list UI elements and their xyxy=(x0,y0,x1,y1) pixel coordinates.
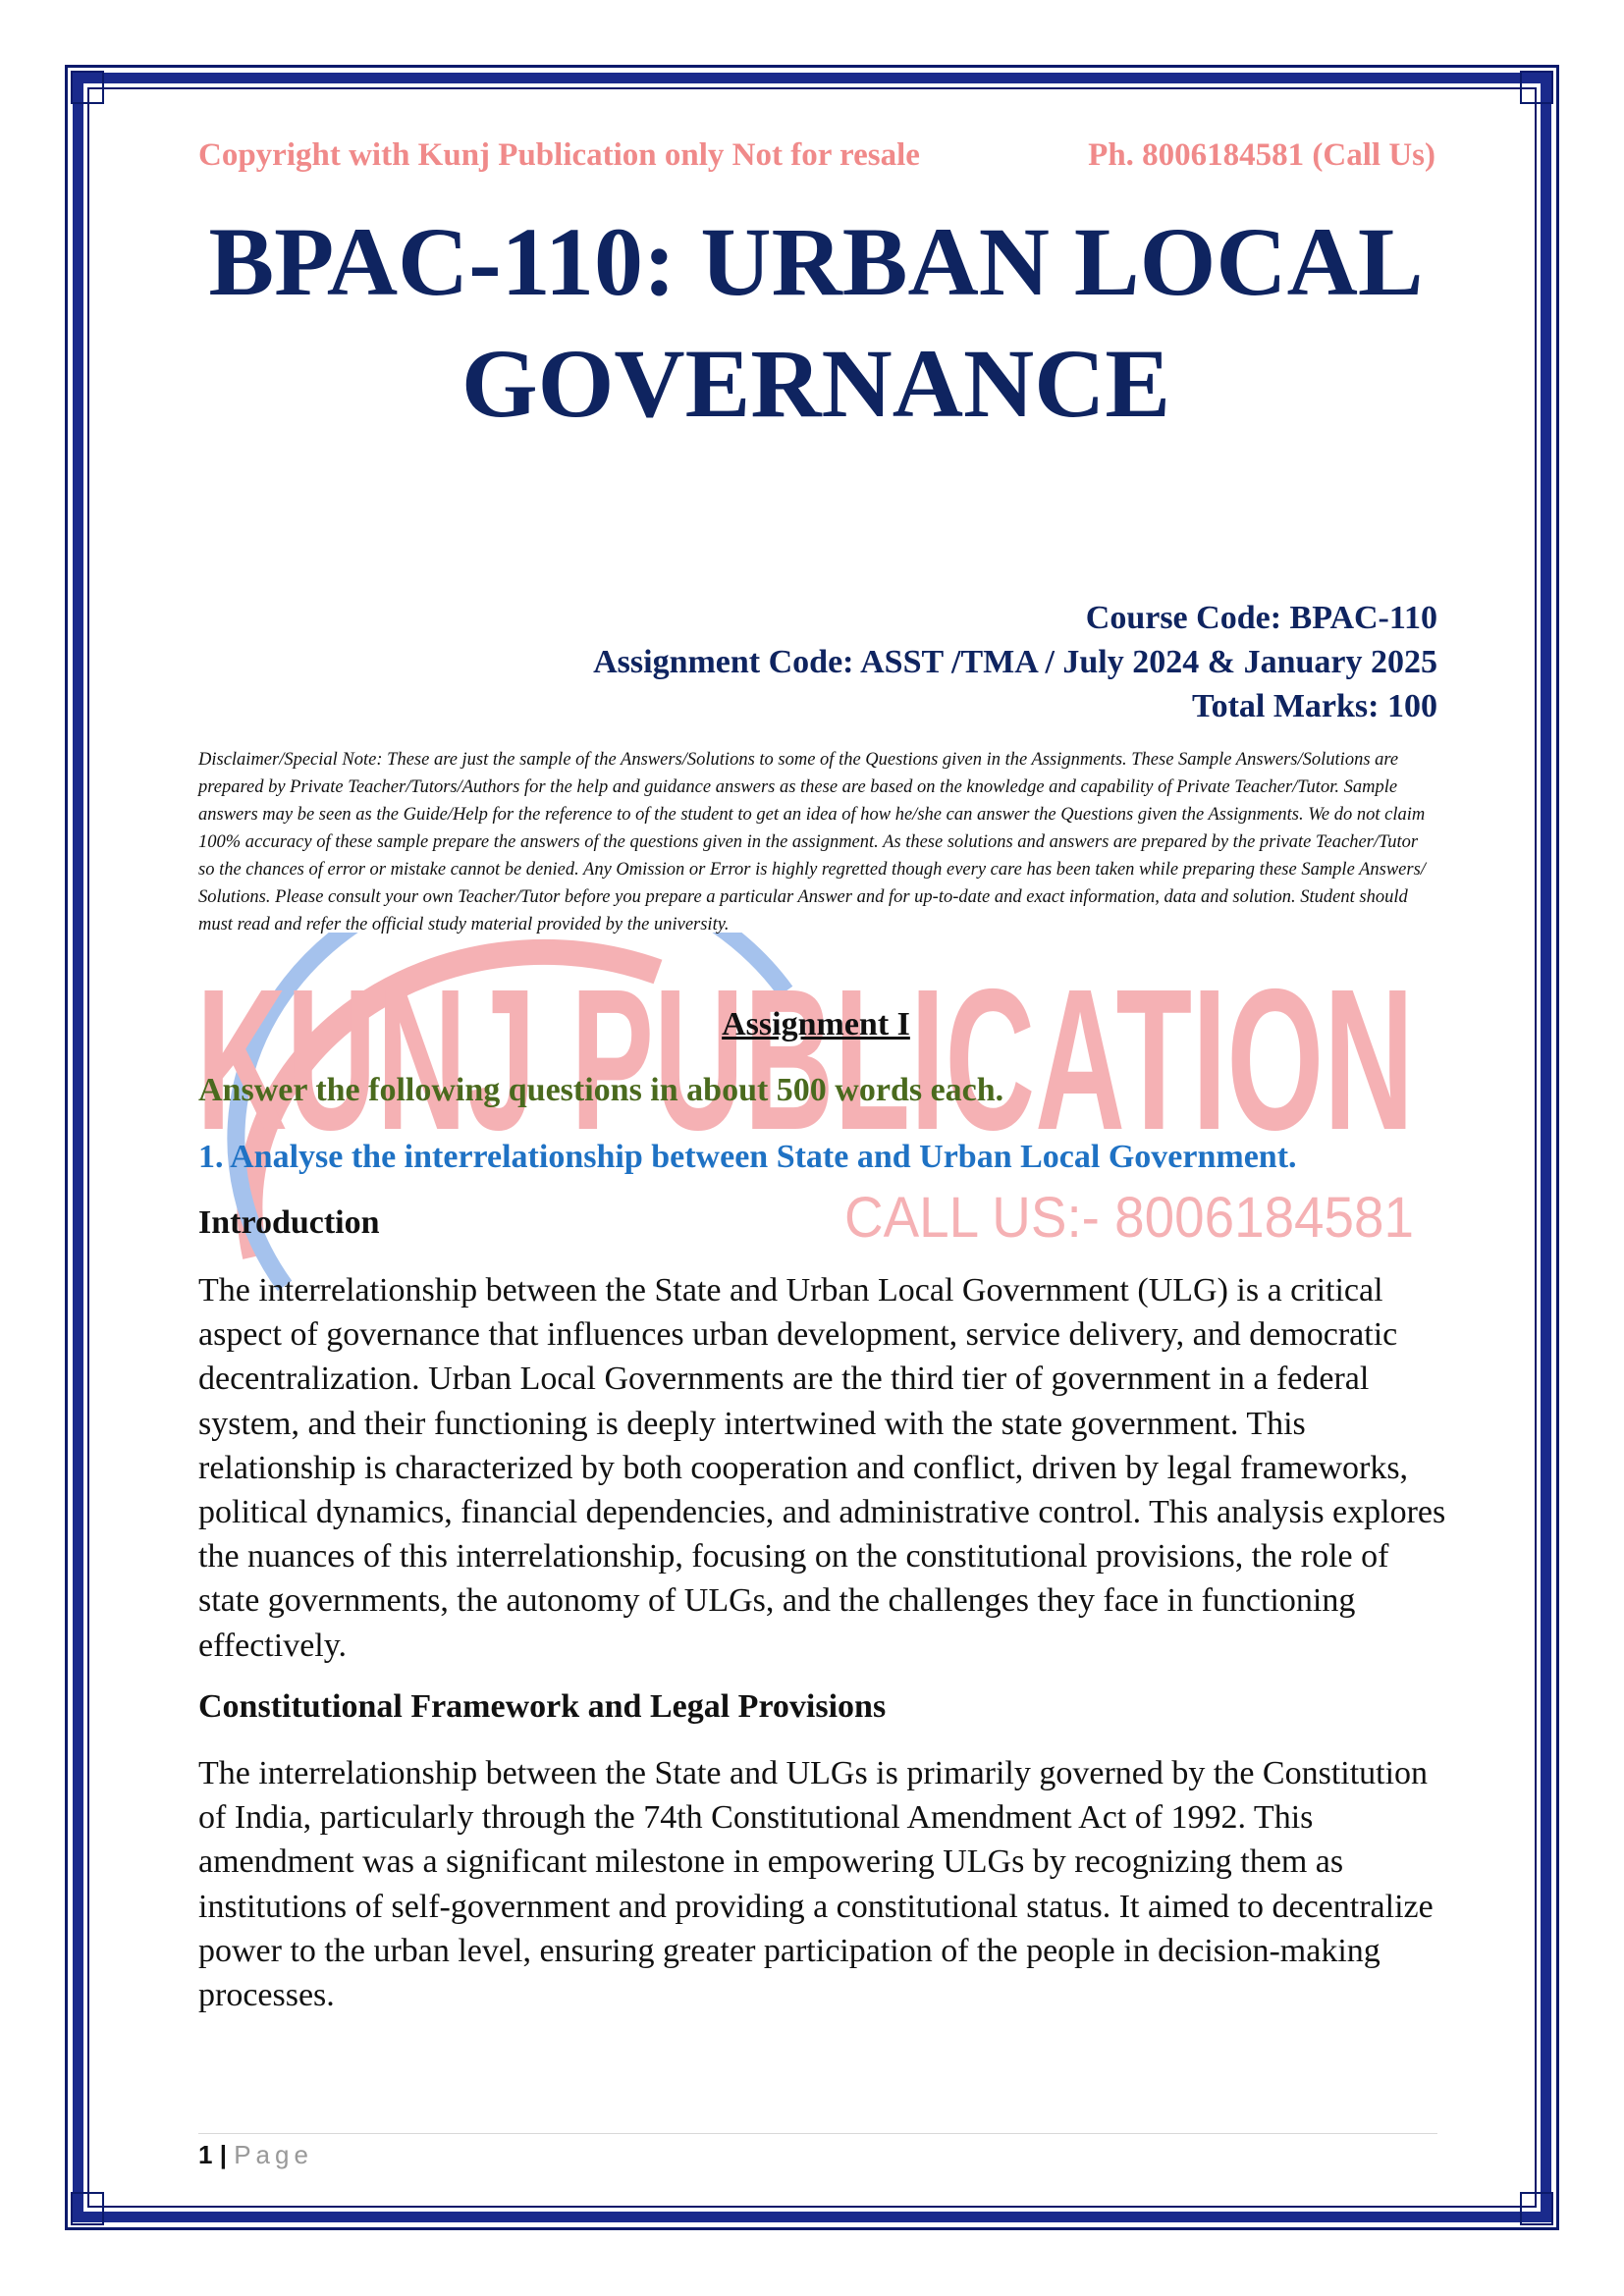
assignment-heading: Assignment I xyxy=(722,1006,910,1042)
copyright-line xyxy=(198,137,1435,174)
course-codes xyxy=(593,596,1437,728)
title-line-1: BPAC-110: URBAN LOCAL xyxy=(208,207,1424,316)
constitutional-paragraph: The interrelationship between the State and ULGs is primarily governed by the Constitution of India, particularly through the 74th Constitutional Amendment Act of 1992. This amendment was a significant milestone in empowering ULGs by recognizing them as institutions of self-government and providing a constitutional status. It aimed to decentralize power to the urban level, ensuring greater participation of the people in decision-making processes. xyxy=(198,1755,1434,2014)
copyright-text: Copyright with Kunj Publication only Not for resale xyxy=(198,137,920,173)
page-separator: | xyxy=(219,2140,227,2169)
page-footer xyxy=(198,2140,313,2170)
total-marks: Total Marks: 100 xyxy=(1192,688,1437,724)
footer-divider xyxy=(198,2133,1437,2134)
assignment-instruction: Answer the following questions in about 500 words each. xyxy=(198,1072,1004,1108)
question-1: 1. Analyse the interrelationship between State and Urban Local Government. xyxy=(198,1139,1297,1175)
watermark-brand: KUNJ PUBLICATION xyxy=(196,947,1414,1172)
page-label: Page xyxy=(234,2140,313,2169)
phone-text: Ph. 8006184581 (Call Us) xyxy=(1088,137,1435,173)
document-title xyxy=(198,201,1434,445)
corner-ornament xyxy=(71,71,104,104)
page-number: 1 xyxy=(198,2140,213,2169)
intro-paragraph: The interrelationship between the State and Urban Local Government (ULG) is a critical aspect of governance that influences urban development, service delivery, and democratic decentralization. Urban Local Governments are the third tier of government in a federal system, and their functioning is deeply intertwined with the state government. This relationship is characterized by both cooperation and conflict, driven by legal frameworks, political dynamics, financial dependencies, and administrative control. This analysis explores the nuances of this interrelationship, focusing on the constitutional provisions, the role of state governments, the autonomy of ULGs, and the challenges they face in functioning effectively. xyxy=(198,1272,1446,1664)
disclaimer: Disclaimer/Special Note: These are just the sample of the Answers/Solutions to some of the Questions given in the Assignments. These Sample Answers/Solutions are prepared by Private Teacher/Tutors/Authors for the help and guidance answers as these are based on the knowledge and capability of Private Teacher/Tutor. Sample answers may be seen as the Guide/Help for the reference to of the student to get an idea of how he/she can answer the Questions given the Assignments. We do not claim 100% accuracy of these sample prepare the answers of the questions given in the assignment. As these solutions and answers are prepared by the private Teacher/Tutor so the chances of error or mistake cannot be denied. Any Omission or Error is highly regretted though every care has been taken while preparing these Sample Answers/ Solutions. Please consult your own Teacher/Tutor before you prepare a particular Answer and for up-to-date and exact information, data and solution. Student should must read and refer the official study material provided by the university. xyxy=(198,750,1426,934)
course-code: Course Code: BPAC-110 xyxy=(1085,600,1437,636)
corner-ornament xyxy=(71,2192,104,2225)
intro-heading: Introduction xyxy=(198,1204,380,1241)
assignment-code: Assignment Code: ASST /TMA / July 2024 & January 2025 xyxy=(593,644,1437,680)
title-line-2: GOVERNANCE xyxy=(460,329,1171,438)
watermark-call: CALL US:- 8006184581 xyxy=(844,1186,1414,1250)
constitutional-heading: Constitutional Framework and Legal Provisions xyxy=(198,1688,887,1725)
corner-ornament xyxy=(1520,71,1553,104)
corner-ornament xyxy=(1520,2192,1553,2225)
